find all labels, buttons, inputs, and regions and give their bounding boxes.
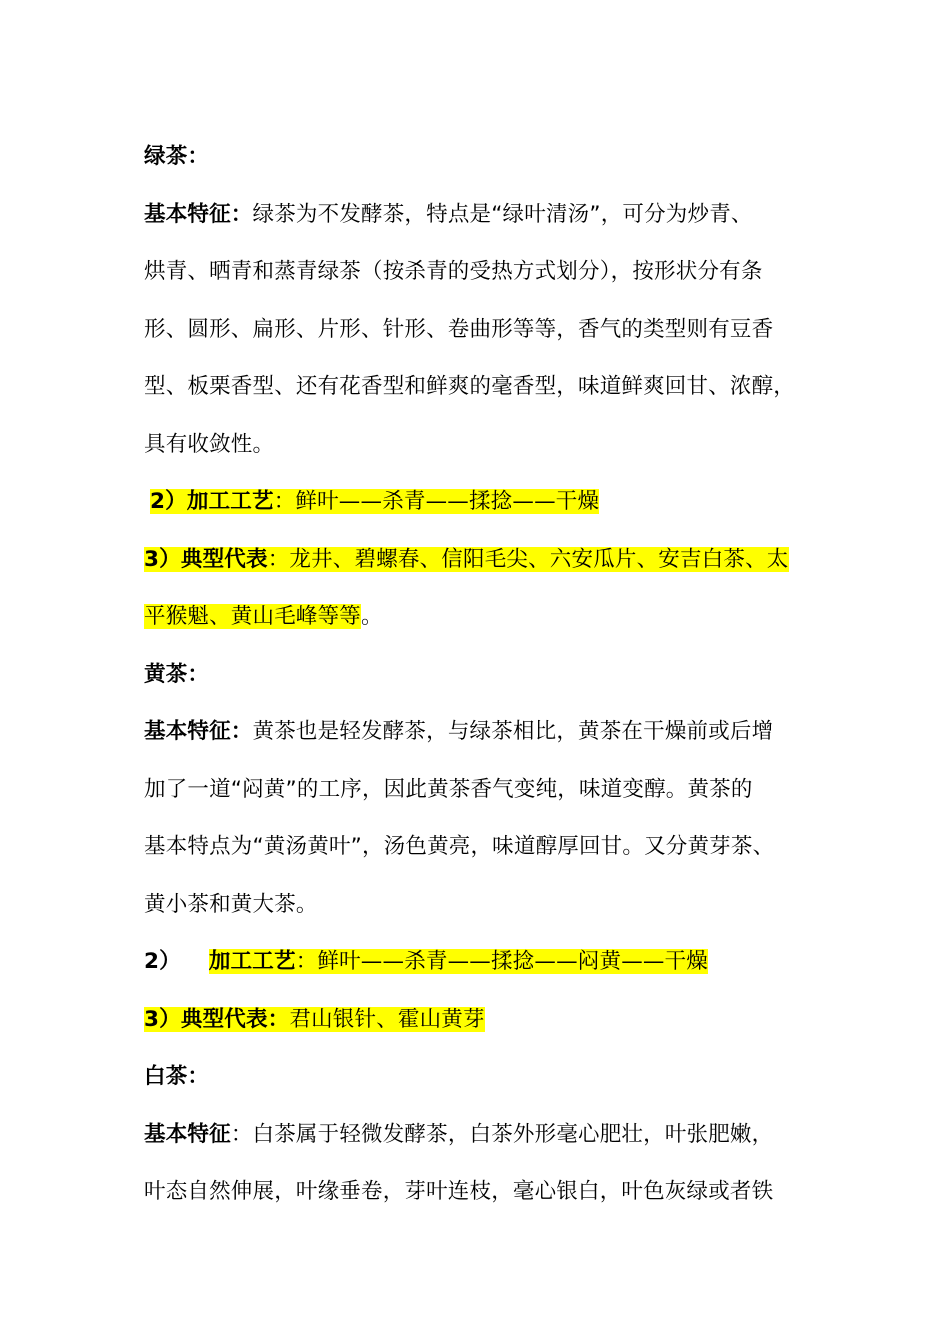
yellow-feature-line-3: 基本特点为“黄汤黄叶”，汤色黄亮，味道醇厚回甘。又分黄芽茶、: [144, 834, 775, 859]
yellow-typical-label: 典型代表：: [180, 1006, 290, 1032]
green-typical-label: 典型代表: [180, 546, 268, 572]
green-typical-line-2: [144, 588, 824, 646]
green-feature-label: 基本特征：: [144, 201, 253, 227]
section-title-yellow-tea: 黄茶：: [144, 661, 210, 687]
white-feature-label: 基本特征: [144, 1121, 231, 1147]
yellow-feature-label: 基本特征：: [144, 719, 253, 744]
yellow-feature-line-1: [144, 703, 824, 761]
green-feature-line-4: 型、板栗香型、还有花香型和鲜爽的毫香型，味道鲜爽回甘、浓醇，: [144, 374, 796, 399]
green-typical-value-1: ：龙井、碧螺春、信阳毛尖、六安瓜片、安吉白茶、太: [267, 546, 789, 572]
green-feature-line-5: 具有收敛性。: [144, 431, 275, 457]
yellow-process-line: [144, 933, 824, 991]
green-feature-text-1: 绿茶为不发酵茶，特点是“绿叶清汤”，可分为炒青、: [252, 201, 753, 227]
yellow-feature-line-2: 加了一道“闷黄”的工序，因此黄茶香气变纯，味道变醇。黄茶的: [144, 776, 753, 802]
green-feature-line-1: [144, 186, 824, 244]
yellow-typical-num: 3）: [144, 1006, 181, 1032]
green-feature-line-2: 烘青、晒青和蒸青绿茶（按杀青的受热方式划分），按形状分有条: [144, 259, 763, 284]
yellow-typical-value: 君山银针、霍山黄芽: [289, 1006, 485, 1032]
green-typical-end: 。: [361, 604, 383, 629]
green-typical-line-1: [144, 531, 824, 589]
green-typical-value-2: 平猴魁、黄山毛峰等等: [144, 604, 362, 629]
document-body: [144, 128, 824, 1221]
green-feature-line-3: 形、圆形、扁形、片形、针形、卷曲形等等，香气的类型则有豆香: [144, 316, 774, 342]
yellow-process-label: 加工工艺: [208, 949, 296, 974]
white-feature-line-1: [144, 1106, 824, 1164]
section-title-green-tea: 绿茶：: [144, 144, 210, 169]
green-typical-num: 3）: [144, 546, 181, 572]
section-title-white-tea: 白茶：: [144, 1064, 210, 1089]
green-process-value: ：鲜叶——杀青——揉捻——干燥: [273, 489, 600, 514]
white-feature-text-1: ：白茶属于轻微发酵茶，白茶外形毫心肥壮，叶张肥嫩，: [230, 1121, 774, 1147]
green-process-line: [144, 473, 824, 531]
yellow-feature-line-4: 黄小茶和黄大茶。: [144, 891, 318, 917]
white-feature-line-2: 叶态自然伸展，叶缘垂卷，芽叶连枝，毫心银白，叶色灰绿或者铁: [144, 1179, 774, 1204]
yellow-process-value: ：鲜叶——杀青——揉捻——闷黄——干燥: [295, 949, 708, 974]
green-process-num: 2）: [150, 489, 187, 514]
yellow-typical-line: [144, 991, 824, 1049]
green-process-label: 加工工艺: [186, 489, 274, 514]
yellow-process-num: 2）: [144, 949, 181, 974]
yellow-feature-text-1: 黄茶也是轻发酵茶，与绿茶相比，黄茶在干燥前或后增: [252, 719, 774, 744]
